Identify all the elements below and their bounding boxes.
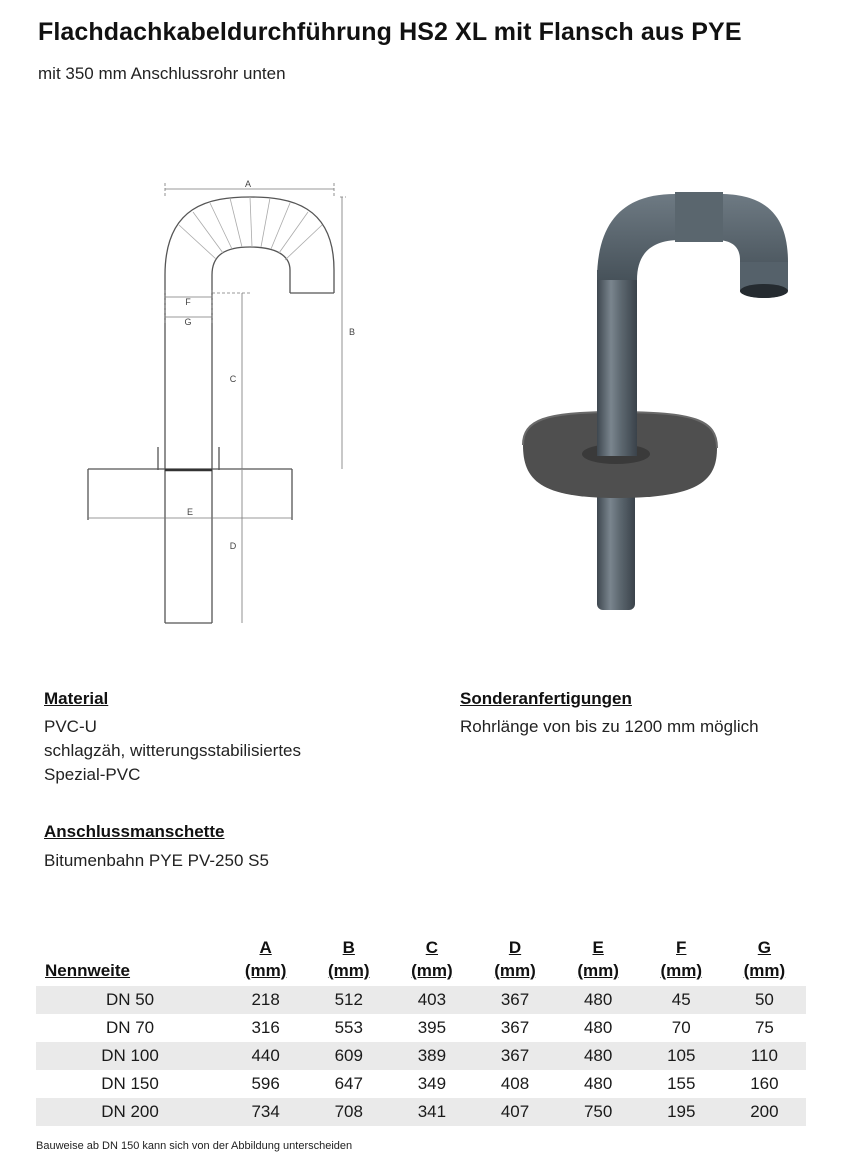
table-cell: 110: [723, 1042, 806, 1070]
dim-label-f: F: [185, 297, 191, 307]
header-d: D (mm): [494, 938, 536, 980]
table-cell: 155: [667, 1074, 696, 1093]
header-b: B (mm): [327, 938, 370, 980]
table-cell: DN 100: [36, 1042, 224, 1070]
table-cell: 708: [307, 1098, 390, 1126]
table-row: [36, 1098, 806, 1126]
table-cell: 596: [251, 1074, 280, 1093]
table-header-row: [36, 932, 806, 986]
table-cell: 440: [224, 1042, 307, 1070]
footnote: Bauweise ab DN 150 kann sich von der Abbildung unterscheiden: [36, 1140, 353, 1152]
header-f: F (mm): [660, 938, 703, 980]
header-e: E (mm): [577, 938, 619, 980]
table-cell: 512: [307, 986, 390, 1014]
header-nennweite: Nennweite: [45, 961, 131, 980]
table-cell: 750: [557, 1098, 640, 1126]
dim-label-g: G: [184, 317, 192, 327]
table-cell: 480: [583, 1074, 613, 1093]
table-cell: 553: [334, 1018, 363, 1037]
table-cell: 160: [750, 1074, 779, 1093]
table-cell: 609: [307, 1042, 390, 1070]
page-subtitle: mit 350 mm Anschlussrohr unten: [38, 64, 286, 83]
dim-label-c: C: [229, 374, 237, 384]
special-heading: Sonderanfertigungen: [460, 689, 632, 708]
table-cell: DN 50: [36, 986, 224, 1014]
material-text: [44, 715, 301, 787]
header-a: A (mm): [244, 938, 287, 980]
table-cell: 75: [754, 1018, 774, 1037]
dim-label-d: D: [229, 541, 237, 551]
table-row: [36, 1042, 806, 1070]
table-cell: 367: [500, 1018, 530, 1037]
material-line: schlagzäh, witterungsstabilisiertes: [44, 741, 302, 760]
table-cell: 480: [583, 1018, 613, 1037]
table-cell: 480: [557, 986, 640, 1014]
table-cell: 367: [473, 986, 556, 1014]
table-cell: 195: [640, 1098, 723, 1126]
collar-line: Bitumenbahn PYE PV-250 S5: [44, 851, 269, 870]
table-cell: 480: [557, 1042, 640, 1070]
table-cell: DN 70: [105, 1018, 155, 1037]
table-cell: 407: [473, 1098, 556, 1126]
table-cell: 389: [390, 1042, 473, 1070]
table-row: [36, 1014, 806, 1042]
table-cell: 200: [723, 1098, 806, 1126]
table-cell: 349: [417, 1074, 447, 1093]
collar-text: [44, 849, 269, 873]
special-text: [460, 715, 759, 739]
header-g: G (mm): [743, 938, 786, 980]
dim-label-a: A: [244, 179, 252, 189]
page-title: Flachdachkabeldurchführung HS2 XL mit Flansch aus PYE: [38, 18, 742, 46]
table-cell: 341: [390, 1098, 473, 1126]
table-cell: 50: [723, 986, 806, 1014]
table-cell: 105: [640, 1042, 723, 1070]
table-cell: 367: [473, 1042, 556, 1070]
material-heading: Material: [44, 689, 109, 708]
technical-drawing: [80, 175, 380, 635]
table-row: [36, 986, 806, 1014]
material-line: Spezial-PVC: [44, 765, 141, 784]
table-cell: 408: [500, 1074, 530, 1093]
table-cell: 647: [334, 1074, 363, 1093]
table-cell: 218: [224, 986, 307, 1014]
table-cell: DN 150: [101, 1074, 159, 1093]
header-c: C (mm): [411, 938, 453, 980]
dimensions-table: [36, 932, 806, 1126]
special-line: Rohrlänge von bis zu 1200 mm möglich: [460, 717, 759, 736]
table-cell: 734: [224, 1098, 307, 1126]
dim-label-b: B: [348, 327, 356, 337]
dim-label-e: E: [186, 507, 194, 517]
table-cell: 395: [417, 1018, 447, 1037]
table-cell: 70: [671, 1018, 691, 1037]
table-cell: 403: [390, 986, 473, 1014]
table-cell: 45: [640, 986, 723, 1014]
product-photo: [505, 180, 805, 620]
table-cell: DN 200: [36, 1098, 224, 1126]
table-row: [36, 1070, 806, 1098]
material-line: PVC-U: [44, 717, 97, 736]
table-cell: 316: [251, 1018, 280, 1037]
collar-heading: Anschlussmanschette: [44, 822, 225, 841]
